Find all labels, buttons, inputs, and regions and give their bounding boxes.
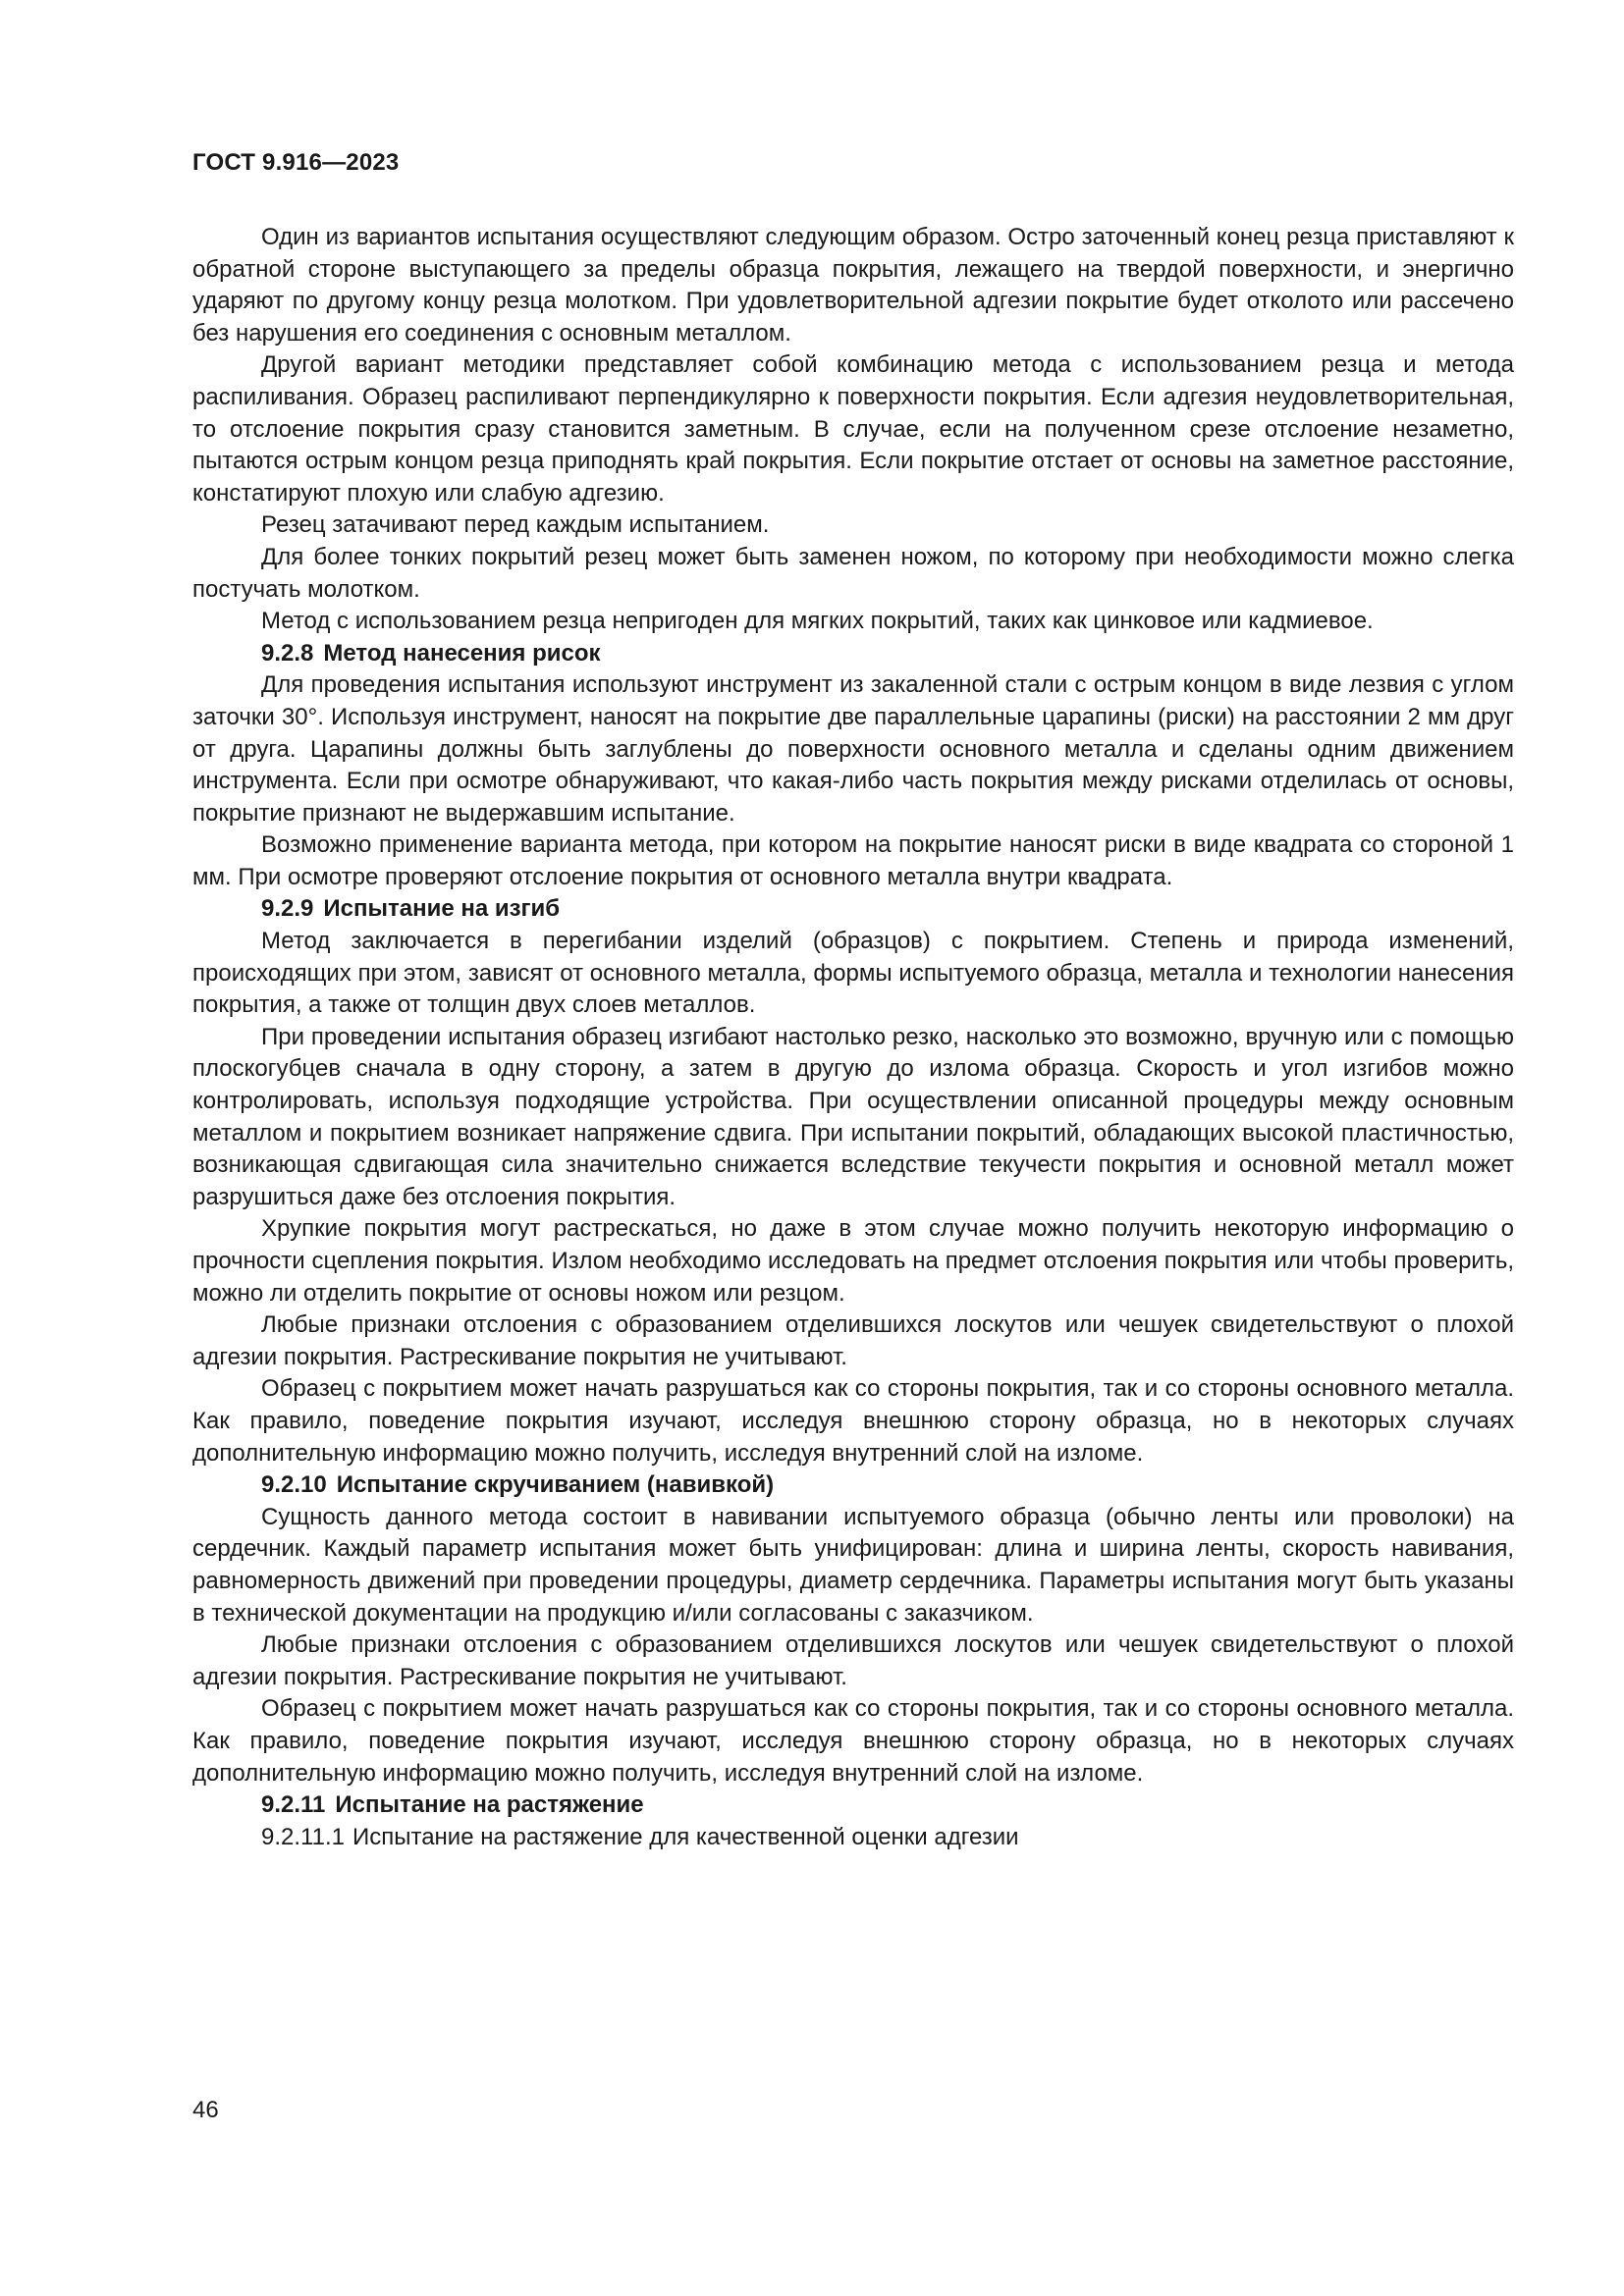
subsection-title: Испытание на растяжение для качественной оценки адгезии <box>352 1823 1019 1850</box>
subsection-9-2-11-1 <box>192 1822 1514 1854</box>
paragraph: Возможно применение варианта метода, при котором на покрытие наносят риски в виде квадрата со стороной 1 мм. При осмотре проверяют отслоение покрытия от основного металла внутри квадрата. <box>192 831 1514 890</box>
section-title: Испытание на изгиб <box>323 895 561 923</box>
document-body <box>192 222 1514 1853</box>
subsection-number: 9.2.11.1 <box>261 1823 345 1850</box>
paragraph: Любые признаки отслоения с образованием отделившихся лоскутов или чешуек свидетельствуют о плохой адгезии покрытия. Растрескивание покрытия не учитывают. <box>192 1631 1514 1690</box>
paragraph: Образец с покрытием может начать разрушаться как со стороны покрытия, так и со стороны основного металла. Как правило, поведение покрытия изучают, исследуя внешнюю сторону образца, но в некоторых случаях дополнительную информацию можно получить, исследуя внутренний слой на изломе. <box>192 1695 1514 1787</box>
section-number: 9.2.9 <box>261 895 314 923</box>
section-heading-9-2-9 <box>192 893 1514 926</box>
section-heading-9-2-11 <box>192 1789 1514 1822</box>
page-number: 46 <box>192 2097 219 2123</box>
paragraph: Резец затачивают перед каждым испытанием. <box>261 511 770 539</box>
paragraph: Для более тонких покрытий резец может быть заменен ножом, по которому при необходимости можно слегка постучать молотком. <box>192 543 1514 603</box>
paragraph: Метод с использованием резца непригоден для мягких покрытий, таких как цинковое или кадмиевое. <box>261 608 1374 635</box>
section-title: Испытание на растяжение <box>335 1791 644 1819</box>
paragraph: При проведении испытания образец изгибают настолько резко, насколько это возможно, вручную или с помощью плоскогубцев сначала в одну сторону, а затем в другую до излома образца. Скорость и угол изгибов можно контролировать, используя подходящие устройства. При осуществлении описанной процедуры между основным металлом и покрытием возникает напряжение сдвига. При испытании покрытий, обладающих высокой пластичностью, возникающая сдвигающая сила значительно снижается вследствие текучести покрытия и основной металл может разрушиться даже без отслоения покрытия. <box>192 1023 1514 1210</box>
document-header: ГОСТ 9.916—2023 <box>192 149 400 176</box>
section-number: 9.2.8 <box>261 639 314 667</box>
section-number: 9.2.10 <box>261 1471 327 1499</box>
section-heading-9-2-8 <box>192 638 1514 670</box>
section-title: Метод нанесения рисок <box>323 639 601 667</box>
section-title: Испытание скручиванием (навивкой) <box>336 1471 775 1499</box>
section-heading-9-2-10 <box>192 1469 1514 1502</box>
paragraph: Хрупкие покрытия могут растрескаться, но даже в этом случае можно получить некоторую информацию о прочности сцепления покрытия. Излом необходимо исследовать на предмет отслоения покрытия или чтобы проверить, можно ли отделить покрытие от основы ножом или резцом. <box>192 1215 1514 1307</box>
paragraph: Один из вариантов испытания осуществляют следующим образом. Остро заточенный конец резца приставляют к обратной стороне выступающего за пределы образца покрытия, лежащего на твердой поверхности, и энергично ударяют по другому концу резца молотком. При удовлетворительной адгезии покрытие будет отколото или рассечено без нарушения его соединения с основным металлом. <box>192 224 1514 347</box>
paragraph: Сущность данного метода состоит в навивании испытуемого образца (обычно ленты или проволоки) на сердечник. Каждый параметр испытания может быть унифицирован: длина и ширина ленты, скорость навивания, равномерность движений при проведении процедуры, диаметр сердечника. Параметры испытания могут быть указаны в технической документации на продукцию и/или согласованы с заказчиком. <box>192 1503 1514 1627</box>
paragraph: Другой вариант методики представляет собой комбинацию метода с использованием резца и метода распиливания. Образец распиливают перпендикулярно к поверхности покрытия. Если адгезия неудовлетворительная, то отслоение покрытия сразу становится заметным. В случае, если на полученном срезе отслоение незаметно, пытаются острым концом резца приподнять край покрытия. Если покрытие отстает от основы на заметное расстояние, констатируют плохую или слабую адгезию. <box>192 351 1514 507</box>
paragraph: Для проведения испытания используют инструмент из закаленной стали с острым концом в виде лезвия с углом заточки 30°. Используя инструмент, наносят на покрытие две параллельные царапины (риски) на расстоянии 2 мм друг от друга. Царапины должны быть заглублены до поверхности основного металла и сделаны одним движением инструмента. Если при осмотре обнаруживают, что какая-либо часть покрытия между рисками отделилась от основы, покрытие признают не выдержавшим испытание. <box>192 671 1514 827</box>
paragraph: Образец с покрытием может начать разрушаться как со стороны покрытия, так и со стороны основного металла. Как правило, поведение покрытия изучают, исследуя внешнюю сторону образца, но в некоторых случаях дополнительную информацию можно получить, исследуя внутренний слой на изломе. <box>192 1375 1514 1467</box>
paragraph: Любые признаки отслоения с образованием отделившихся лоскутов или чешуек свидетельствуют о плохой адгезии покрытия. Растрескивание покрытия не учитывают. <box>192 1311 1514 1370</box>
paragraph: Метод заключается в перегибании изделий (образцов) с покрытием. Степень и природа изменений, происходящих при этом, зависят от основного металла, формы испытуемого образца, металла и технологии нанесения покрытия, а также от толщин двух слоев металлов. <box>192 928 1514 1019</box>
section-number: 9.2.11 <box>261 1791 326 1819</box>
